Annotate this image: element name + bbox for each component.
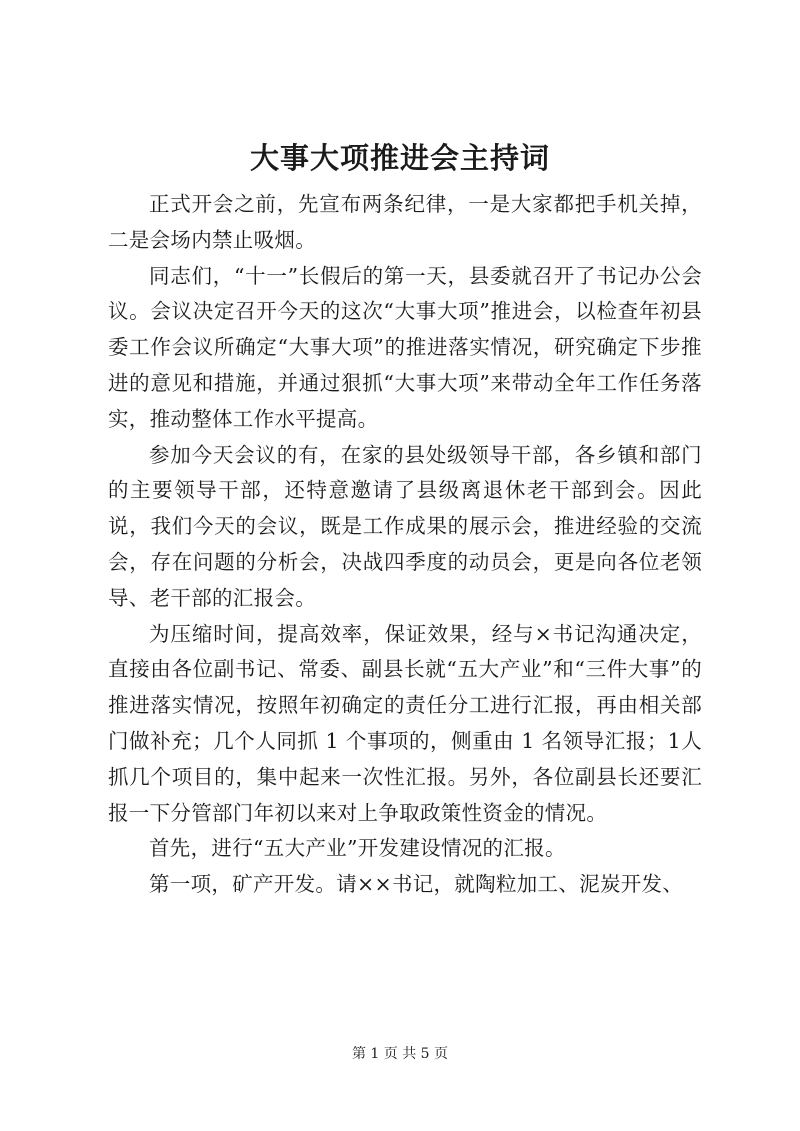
- paragraph-meeting-purpose: 同志们，“十一”长假后的第一天，县委就召开了书记办公会议。会议决定召开今天的这次“大事大项”推进会，以检查年初县委工作会议所确定“大事大项”的推进落实情况，研究确定下步推进的意见和措施，并通过狠抓“大事大项”来带动全年工作任务落实，推动整体工作水平提高。: [108, 263, 702, 431]
- page-number-footer: 第 1 页 共 5 页: [351, 1046, 449, 1062]
- document-body: [108, 187, 702, 903]
- paragraph-report-arrangement: 为压缩时间，提高效率，保证效果，经与×书记沟通决定，直接由各位副书记、常委、副县长就“五大产业”和“三件大事”的推进落实情况，按照年初确定的责任分工进行汇报，再由相关部门做补充；几个人同抓 1 个事项的，侧重由 1 名领导汇报；1人抓几个项目的，集中起来一次性汇报。另外，各位副县长还要汇报一下分管部门年初以来对上争取政策性资金的情况。: [108, 621, 702, 825]
- paragraph-discipline: 正式开会之前，先宣布两条纪律，一是大家都把手机关掉，二是会场内禁止吸烟。: [108, 192, 702, 252]
- paragraph-attendees: 参加今天会议的有，在家的县处级领导干部，各乡镇和部门的主要领导干部，还特意邀请了县级离退休老干部到会。因此说，我们今天的会议，既是工作成果的展示会，推进经验的交流会，存在问题的分析会，决战四季度的动员会，更是向各位老领导、老干部的汇报会。: [108, 442, 702, 610]
- document-title: 大事大项推进会主持词: [249, 141, 550, 175]
- paragraph-first-item: 第一项，矿产开发。请××书记，就陶粒加工、泥炭开发、: [149, 872, 684, 897]
- paragraph-first-agenda: 首先，进行“五大产业”开发建设情况的汇报。: [149, 836, 566, 861]
